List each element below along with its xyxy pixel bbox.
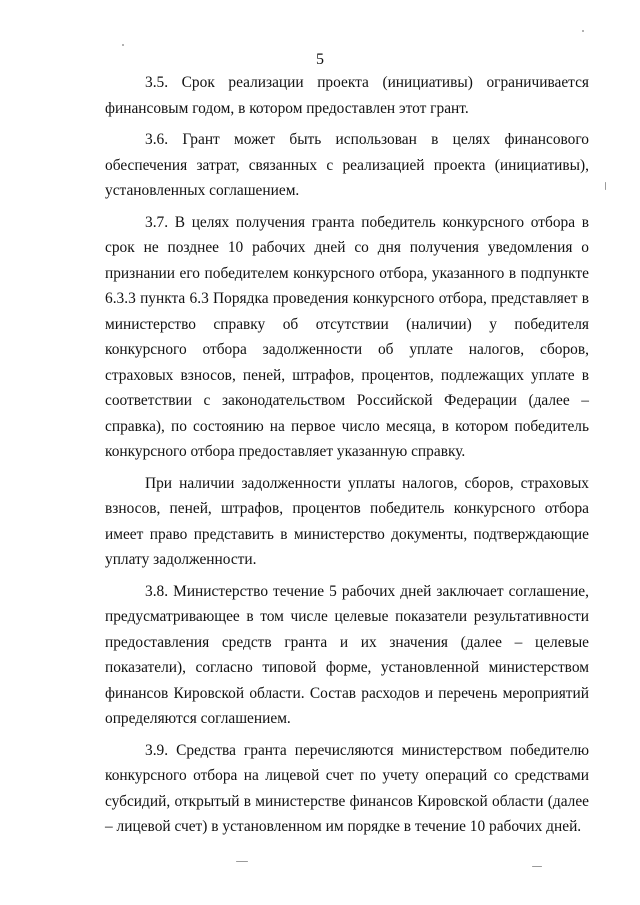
paragraph-3-9: 3.9. Средства гранта перечисляются министерством победителю конкурсного отбора на лицевой счет по учету операций со средствами субсидий, открытый в министерстве финансов Кировской области (далее – лицевой счет) в установленном им порядке в течение 10 рабочих дней. <box>105 741 589 835</box>
document-body <box>105 70 589 846</box>
paragraph-debt: При наличии задолженности уплаты налогов, сборов, страховых взносов, пеней, штрафов, процентов победитель конкурсного отбора имеет право представить в министерство документы, подтверждающие уплату задолженности. <box>105 474 589 568</box>
page-number: 5 <box>316 51 324 68</box>
paragraph-3-7: 3.7. В целях получения гранта победитель конкурсного отбора в срок не позднее 10 рабочих дней со дня получения уведомления о признании его победителем конкурсного отбора, указанного в подпункте 6.3.3 пункта 6.3 Порядка проведения конкурсного отбора, представляет в министерство справку об отсутствии (наличии) у победителя конкурсного отбора задолженности об уплате налогов, сборов, страховых взносов, пеней, штрафов, процентов, подлежащих уплате в соответствии с законодательством Российской Федерации (далее – справка), по состоянию на первое число месяца, в котором победитель конкурсного отбора предоставляет указанную справку. <box>105 213 589 460</box>
scan-speck <box>582 30 584 32</box>
paragraph-3-5: 3.5. Срок реализации проекта (инициативы) ограничивается финансовым годом, в котором предоставлен этот грант. <box>105 74 589 117</box>
paragraph-3-8: 3.8. Министерство течение 5 рабочих дней заключает соглашение, предусматривающее в том числе целевые показатели результативности предоставления средств гранта и их значения (далее – целевые показатели), согласно типовой форме, установленной министерством финансов Кировской области. Состав расходов и перечень мероприятий определяются соглашением. <box>105 582 589 727</box>
scan-speck <box>532 866 542 867</box>
scan-speck <box>236 861 248 862</box>
scan-speck <box>605 182 606 190</box>
paragraph-3-6: 3.6. Грант может быть использован в целях финансового обеспечения затрат, связанных с реализацией проекта (инициативы), установленных соглашением. <box>105 131 589 199</box>
scan-speck <box>122 44 124 46</box>
